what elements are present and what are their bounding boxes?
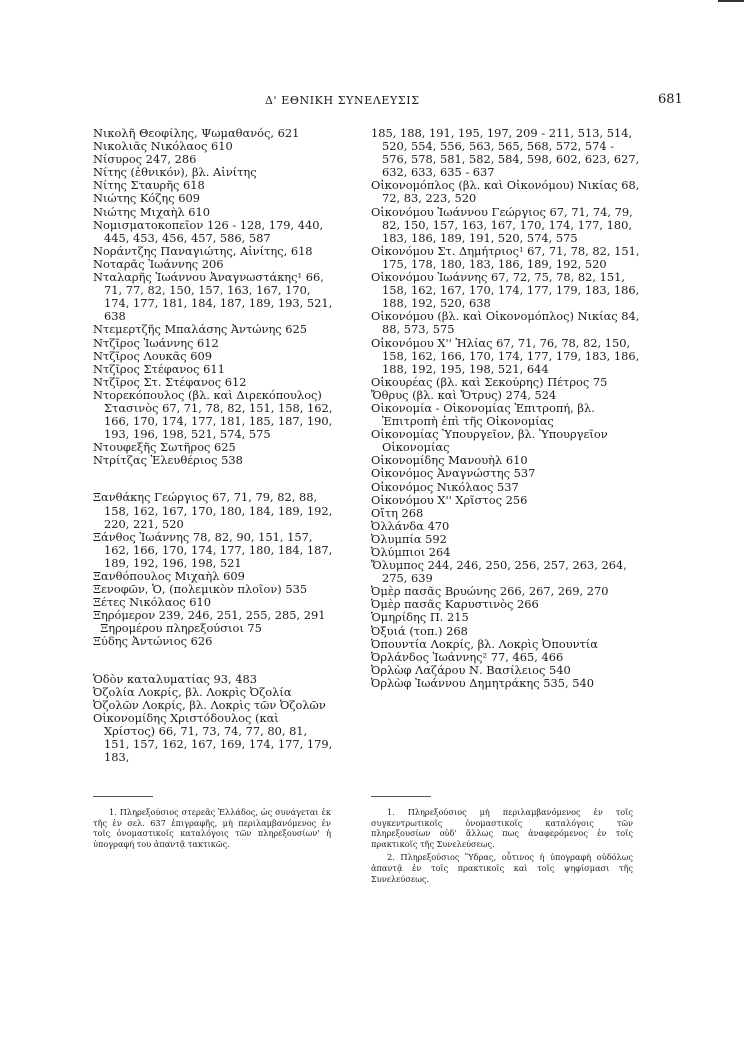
index-entry: Ὁμηρίδης Π. 215	[371, 610, 469, 625]
index-entry: Ντζῖρος Στ. Στέφανος 612	[93, 374, 247, 389]
index-entry: Ὀμὲρ πασᾶς Βρυώνης 266, 267, 269, 270	[371, 584, 609, 599]
index-entry: Ὀλλάνδα 470	[371, 518, 450, 533]
index-entry: Οἰκονομίδης Χριστόδουλος (καὶ Χρίστος) 66, 71, 73, 74, 77, 80, 81, 151, 157, 162, 167, 169, 174, 177, 179, 183,	[93, 710, 336, 765]
index-entry: Ὀζολῶν Λοκρίς, βλ. Λοκρὶς τῶν Ὀζολῶν	[93, 697, 326, 712]
index-entry: Οἰκονομίδης Μανουὴλ 610	[371, 453, 528, 468]
index-entry: Οἰκονόμος Νικόλαος 537	[371, 479, 519, 494]
index-entry: Οἰκουρέας (βλ. καὶ Σεκούρης) Πέτρος 75	[371, 374, 608, 389]
index-column-left	[93, 126, 336, 765]
footnote: 1. Πληρεξούσιος στερεᾶς Ἑλλάδος, ὡς συνάγεται ἐκ τῆς ἐν σελ. 637 ἐπιγραφῆς, μὴ περιλαμβανόμενος ἐν τοῖς ὀνομαστικοῖς καταλόγοις τῶν πληρεξουσίων' ἡ ὑπογραφή του ἀπαντᾷ τακτικῶς.	[93, 807, 331, 849]
corner-scan-mark	[718, 0, 744, 2]
index-entry: Νοταρᾶς Ἰωάννης 206	[93, 256, 224, 271]
index-entry: Ντουφεξῆς Σωτῆρος 625	[93, 440, 236, 455]
index-entry: Οἰκονομίας Ὑπουργεῖον, βλ. Ὑπουργεῖον Οἰκονομίας	[371, 427, 612, 455]
index-entry: Ὀπουντία Λοκρίς, βλ. Λοκρὶς Ὀπουντία	[371, 636, 599, 651]
index-entry: Ντρίτζας Ἐλευθέριος 538	[93, 453, 243, 468]
index-entry: Ὀξυιά (τοπ.) 268	[371, 623, 468, 638]
page-header	[0, 92, 744, 112]
index-entry: Νικολιᾶς Νικόλαος 610	[93, 139, 233, 154]
index-entry: Οἰκονόμου Χ'' Ἠλίας 67, 71, 76, 78, 82, 150, 158, 162, 166, 170, 174, 177, 179, 183, 186, 188, 192, 195, 198, 521, 644	[371, 335, 643, 376]
index-entry: Νοράντζης Παναγιώτης, Αἰνίτης, 618	[93, 243, 313, 258]
index-entry: Οἰκονόμος Ἀναγνώστης 537	[371, 466, 536, 481]
footnote-rule	[371, 796, 431, 797]
index-entry: Ντζῖρος Λουκᾶς 609	[93, 348, 213, 363]
index-entry: Ὄλυμπος 244, 246, 250, 256, 257, 263, 264, 275, 639	[371, 558, 631, 586]
index-entry: Ὄθρυς (βλ. καὶ Ὄτρυς) 274, 524	[371, 387, 557, 402]
index-entry: Ὀλύμπιοι 264	[371, 545, 451, 559]
index-entry: Ὀμὲρ πασᾶς Καρυστινὸς 266	[371, 597, 539, 612]
index-entry: Ντζῖρος Στέφανος 611	[93, 361, 225, 376]
index-entry: Ξύδης Ἀντώνιος 626	[93, 634, 213, 649]
index-entry: Οἰκονόμου Ἰωάννου Γεώργιος 67, 71, 74, 79, 82, 150, 157, 163, 167, 170, 174, 177, 180, 183, 186, 189, 191, 520, 574, 575	[371, 204, 637, 245]
letter-section-gap	[93, 467, 333, 491]
index-entry: 185, 188, 191, 195, 197, 209 - 211, 513, 514, 520, 554, 556, 563, 565, 568, 572, 574 - 576, 578, 581, 582, 584, 598, 602, 623, 627, 632, 633, 635 - 637	[371, 126, 643, 180]
index-entry: Ντεμερτζῆς Μπαλάσης Ἀντώνης 625	[93, 322, 308, 337]
index-entry: Ὀλυμπία 592	[371, 531, 447, 546]
letter-section-gap	[93, 649, 333, 673]
index-entry: Νιώτης Μιχαὴλ 610	[93, 204, 210, 219]
index-entry: Νικολῆ Θεοφίλης, Ψωμαθανός, 621	[93, 126, 300, 140]
index-entry: Ξενοφῶν, Ὁ, (πολεμικὸν πλοῖον) 535	[93, 582, 308, 597]
index-entry: Οἰκονόμου Χ'' Χρῖστος 256	[371, 492, 528, 507]
index-entry: Οἰκονομόπλος (βλ. καὶ Οἰκονόμου) Νικίας 68, 72, 83, 223, 520	[371, 178, 644, 206]
index-entry: Ὀρλὼφ Ἰωάννου Δημητράκης 535, 540	[371, 675, 594, 690]
index-entry: Νομισματοκοπεῖον 126 - 128, 179, 440, 445, 453, 456, 457, 586, 587	[93, 217, 327, 245]
index-entry: Νταλαρῆς Ἰωάννου Ἀναγνωστάκης¹ 66, 71, 77, 82, 150, 157, 163, 167, 170, 174, 177, 181, 184, 187, 189, 193, 521, 638	[93, 270, 336, 324]
index-entry: Νίτης (ἐθνικόν), βλ. Αἰνίτης	[93, 165, 257, 180]
index-entry: Οἰκονόμου Στ. Δημήτριος¹ 67, 71, 78, 82, 151, 175, 178, 180, 183, 186, 189, 192, 520	[371, 243, 644, 271]
footnote-rule	[93, 796, 153, 797]
index-entry: Ντζῖρος Ἰωάννης 612	[93, 335, 219, 350]
running-head: Δ' ΕΘΝΙΚΗ ΣΥΝΕΛΕΥΣΙΣ	[265, 94, 420, 107]
footnotes-right	[371, 796, 633, 887]
page-number: 681	[658, 92, 683, 107]
index-entry: Ξηρόμερον 239, 246, 251, 255, 285, 291	[93, 608, 326, 623]
index-entry: Νίσυρος 247, 286	[93, 152, 197, 167]
index-entry: Οἰκονόμου Ἰωάννης 67, 72, 75, 78, 82, 151, 158, 162, 167, 170, 174, 177, 179, 183, 186, 188, 192, 520, 638	[371, 270, 643, 311]
footnotes-left	[93, 796, 331, 852]
index-entry: Ὀρλάνδος Ἰωάννης² 77, 465, 466	[371, 649, 564, 664]
index-entry: Ξέτες Νικόλαος 610	[93, 595, 212, 610]
index-entry: Νιώτης Κόζης 609	[93, 191, 200, 206]
index-entry: Ξηρομέρου πληρεξούσιοι 75	[93, 621, 262, 636]
footnote: 2. Πληρεξούσιος Ὕδρας, οὗτινος ἡ ὑπογραφὴ οὐδόλως ἀπαντᾷ ἐν τοῖς πρακτικοῖς καὶ τοῖς ψηφίσμασι τῆς Συνελεύσεως.	[371, 852, 633, 884]
index-entry: Ὀρλὼφ Λαζάρου Ν. Βασίλειος 540	[371, 662, 571, 677]
index-entry: Οἰκονομία - Οἰκονομίας Ἐπιτροπή, βλ. Ἐπιτροπὴ ἐπὶ τῆς Οἰκονομίας	[371, 400, 599, 429]
index-entry: Ντορεκόπουλος (βλ. καὶ Διρεκόπουλος) Στασινὸς 67, 71, 78, 82, 151, 158, 162, 166, 170, 174, 177, 181, 185, 187, 190, 193, 196, 198, 521, 574, 575	[93, 387, 336, 442]
index-entry: Ξάνθος Ἰωάννης 78, 82, 90, 151, 157, 162, 166, 170, 174, 177, 180, 184, 187, 189, 192, 196, 198, 521	[93, 529, 336, 570]
index-entry: Ὀζολία Λοκρίς, βλ. Λοκρὶς Ὀζολία	[93, 684, 292, 699]
index-entry: Νίτης Σταυρῆς 618	[93, 178, 205, 193]
index-entry: Ξανθόπουλος Μιχαὴλ 609	[93, 569, 245, 583]
footnote: 1. Πληρεξούσιος μὴ περιλαμβανόμενος ἐν τοῖς συγκεντρωτικοῖς ὀνομαστικοῖς καταλόγοις τῶν πληρεξουσίων οὐδ' ἄλλως πως ἀναφερόμενος ἐν τοῖς πρακτικοῖς τῆς Συνελεύσεως.	[371, 807, 633, 849]
index-entry: Οἰκονόμου (βλ. καὶ Οἰκονομόπλος) Νικίας 84, 88, 573, 575	[371, 309, 644, 337]
index-entry: Οἴτη 268	[371, 505, 424, 520]
index-entry: Ὁδὸν καταλυματίας 93, 483	[93, 671, 258, 686]
index-entry: Ξανθάκης Γεώργιος 67, 71, 79, 82, 88, 158, 162, 167, 170, 180, 184, 189, 192, 220, 221, 520	[93, 490, 336, 531]
index-column-right	[371, 126, 644, 690]
